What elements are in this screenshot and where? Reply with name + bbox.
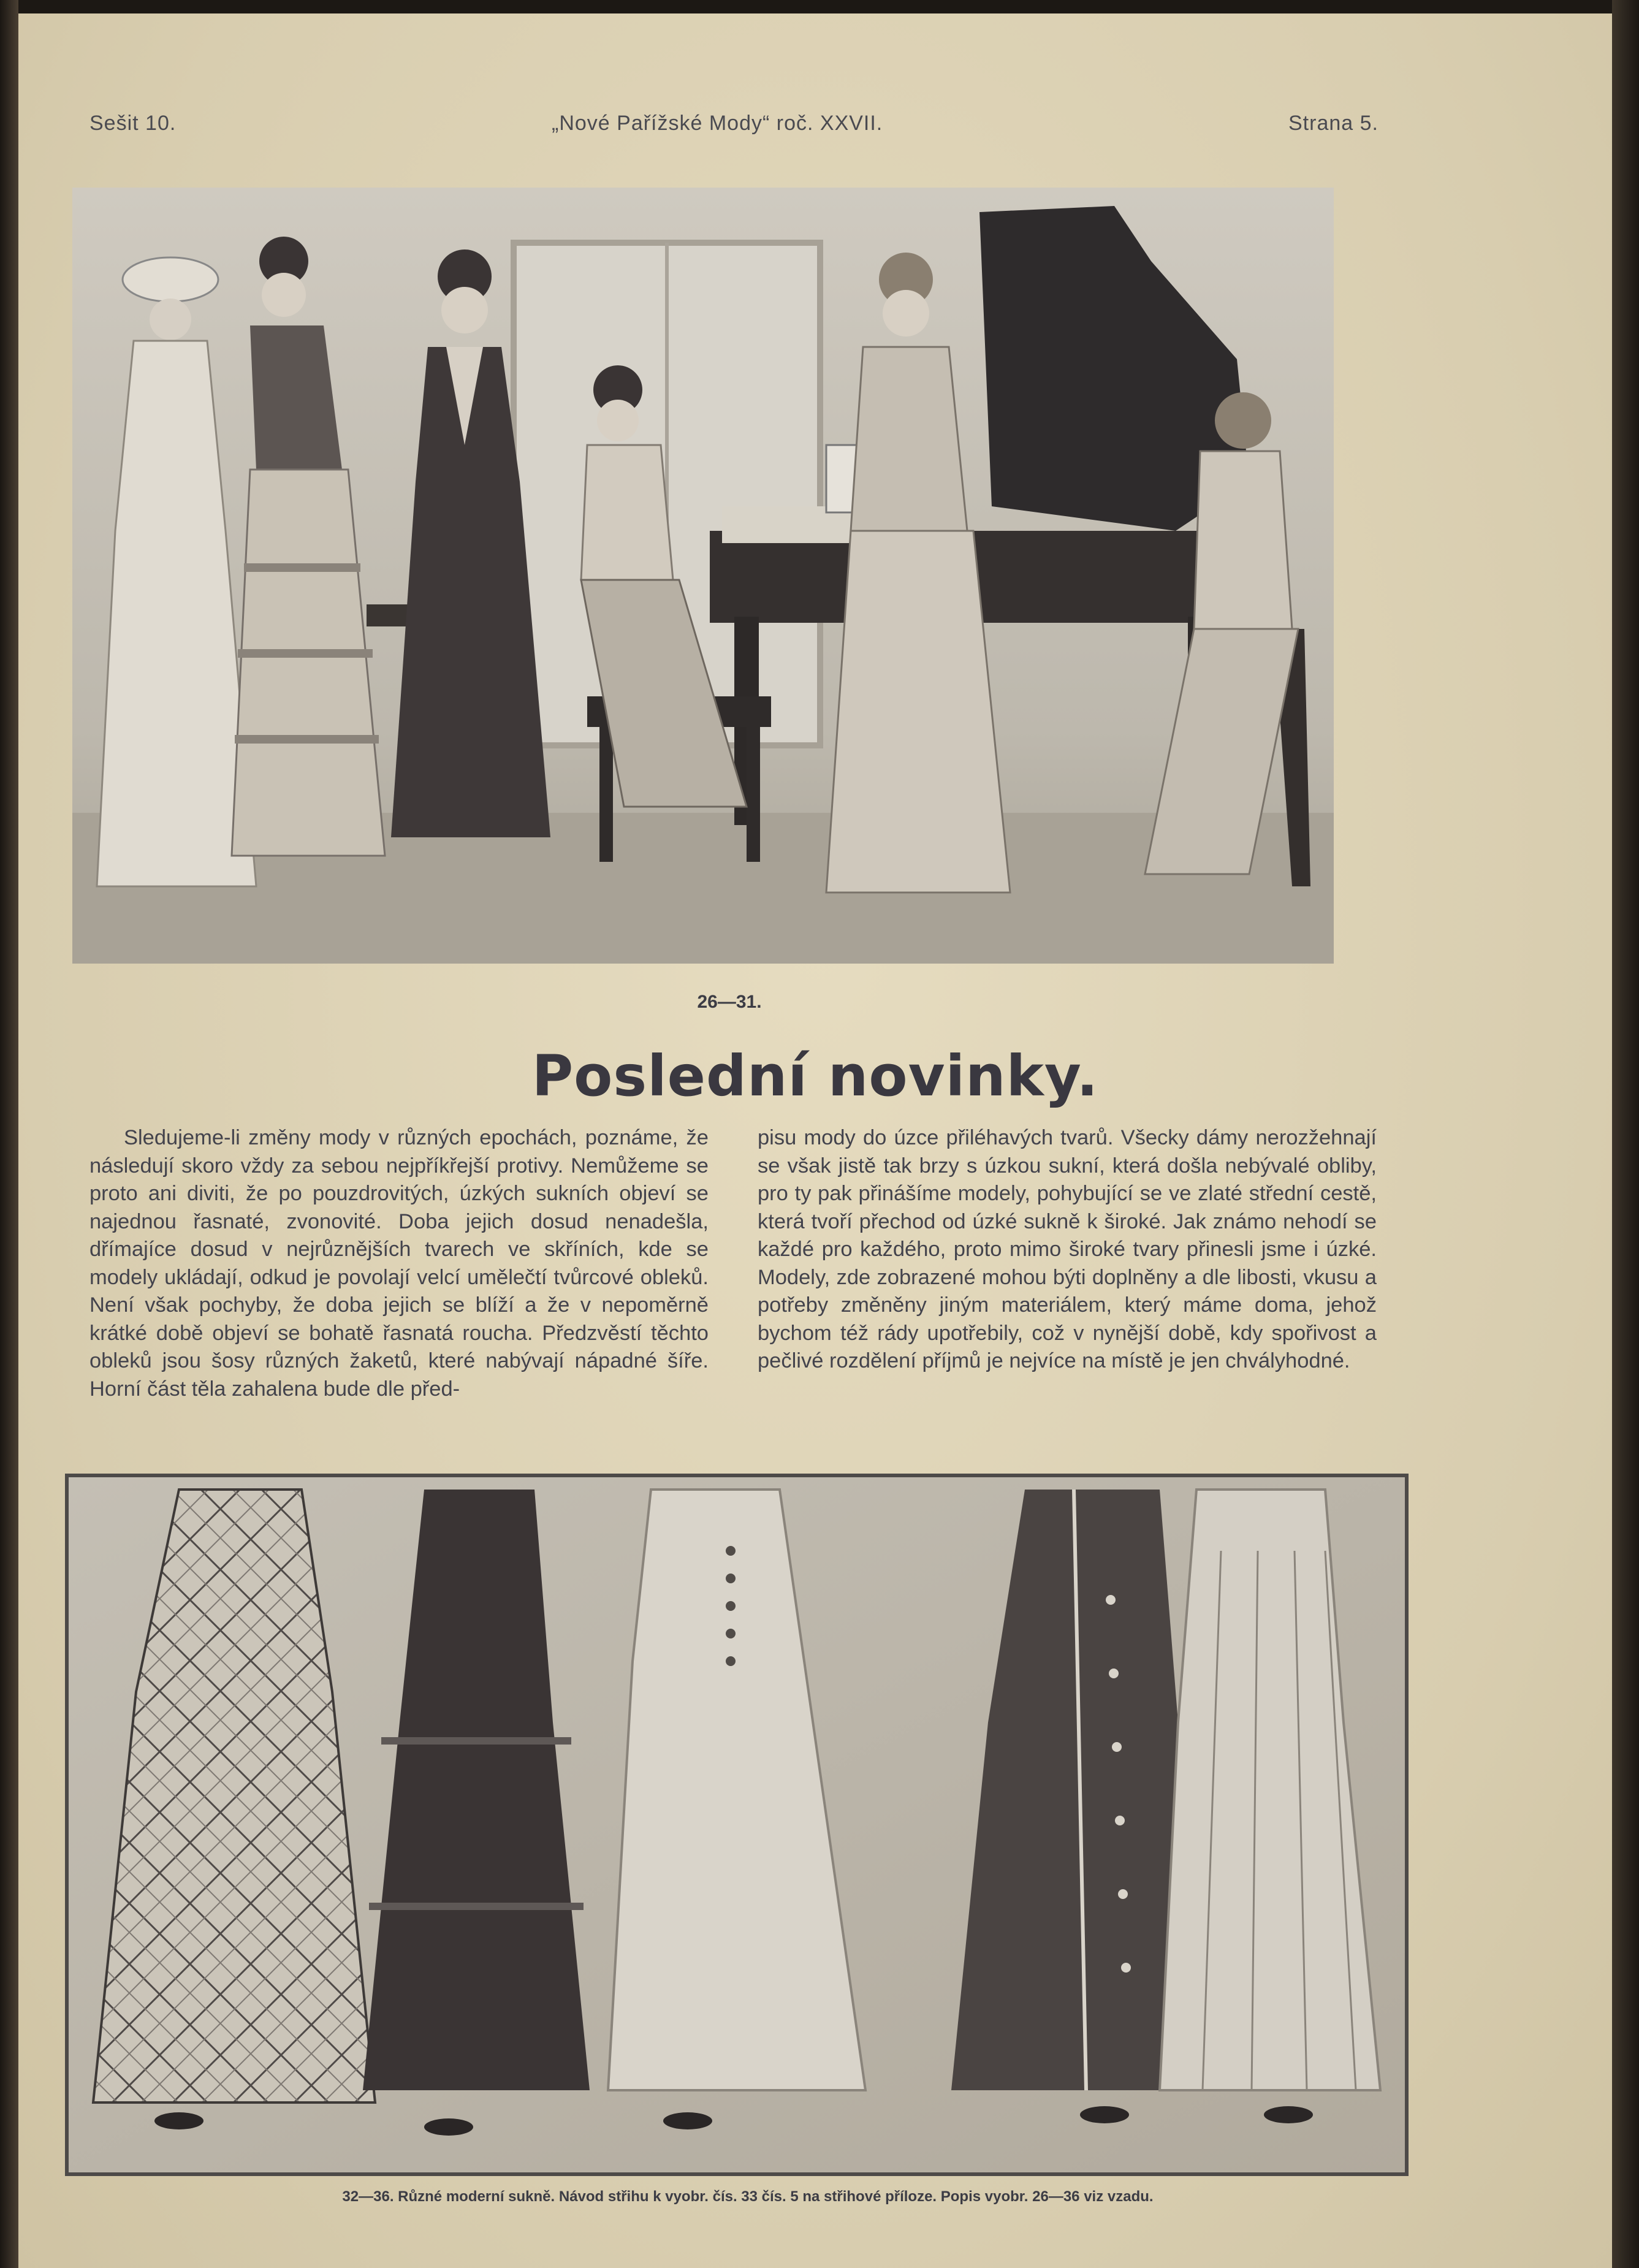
header-page-number: Strana 5. <box>1288 112 1379 135</box>
header-issue: Sešit 10. <box>89 112 177 135</box>
article-title: Poslední novinky. <box>531 1043 1099 1109</box>
scan-right-edge <box>1612 0 1639 2268</box>
article-column-left <box>89 1124 709 1403</box>
article-paragraph-1: Sledujeme-li změny mody v různých epochách, poznáme, že následují skoro vždy za sebou nejpříkřejší protivy. Nemůžeme se proto ani diviti, že po pouzdrovitých, úzkých sukních objeví se najednou řasnaté, zvonovité. Doba jejich dosud nenadešla, dřímajíce dosud v nejrůznějších tvarech ve skříních, kde se modely ukládají, odkud je povolají velcí umělečtí tvůrcové obleků. Není však pochyby, že doba jejich se blíží a že v nepoměrně krátké době objeví se bohatě řasnatá roucha. Předzvěstí těchto obleků jsou šosy různých žaketů, které nabývají nápadné šíře. Horní část těla zahalena bude dle před- <box>89 1126 709 1401</box>
article-paragraph-2: pisu mody do úzce přiléhavých tvarů. Všecky dámy nerozžehnají se však jistě tak brzy s úzkou sukní, která došla nebývalé obliby, pro ty pak přinášíme modely, pohybující se ve zlaté střední cestě, která tvoří přechod od úzké sukně k široké. Jak známo nehodí se každé pro každého, proto mimo široké tvary přinesli jsme i úzké. Modely, zde zobrazené mohou býti doplněny a dle libosti, vkusu a potřeby změněny jiným materiálem, který máme doma, jehož bychom též rády upotřebily, což v nynější době, kdy spořivost a pečlivé rozdělení příjmů je nejvíce na místě je jen chvályhodné. <box>758 1126 1377 1372</box>
fashion-plate-bottom <box>65 1474 1409 2176</box>
binding-spine <box>0 0 18 2268</box>
article-column-right <box>758 1124 1377 1376</box>
top-figure-caption: 26—31. <box>697 992 762 1012</box>
salon-scene-illustration <box>72 188 1334 964</box>
magazine-page <box>18 13 1612 2268</box>
fashion-plate-top <box>72 188 1334 964</box>
bottom-figure-caption: 32—36. Různé moderní sukně. Návod střihu k vyobr. čís. 33 čís. 5 na střihové příloze. Popis vyobr. 26—36 viz vzadu. <box>342 2188 1154 2205</box>
header-magazine-title: „Nové Pařížské Mody“ roč. XXVII. <box>552 112 883 135</box>
scan-top-edge <box>0 0 1639 13</box>
skirts-illustration <box>69 1477 1405 2172</box>
